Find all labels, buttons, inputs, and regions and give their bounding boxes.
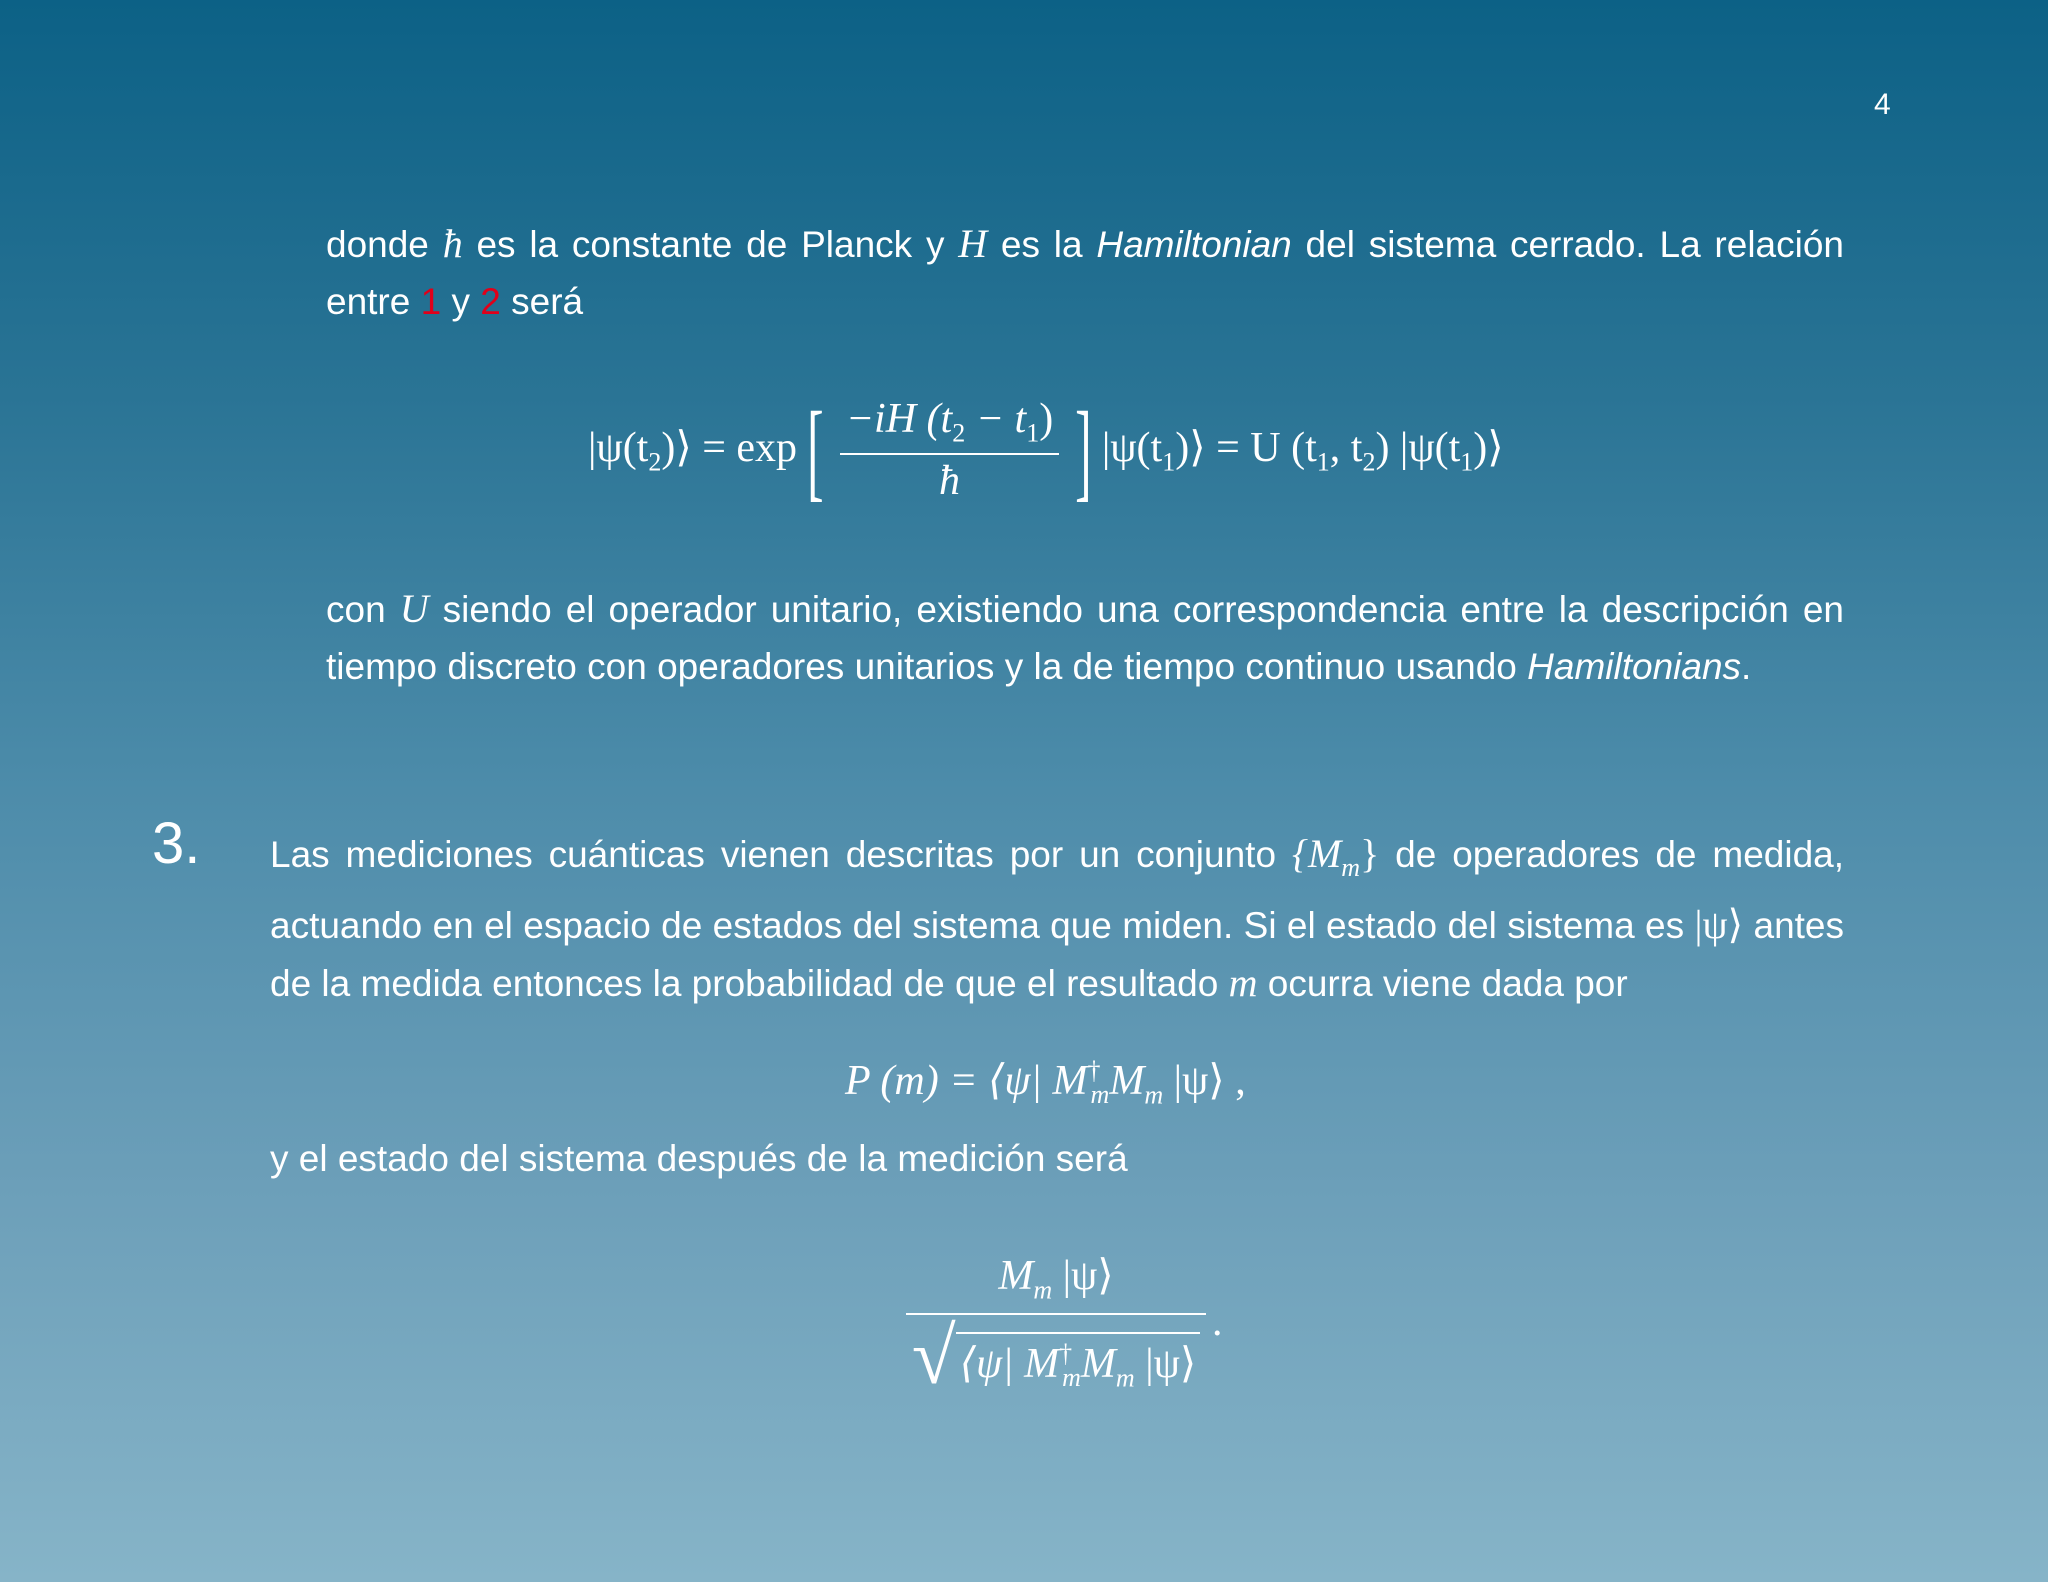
eq-sub: 2 (952, 418, 966, 448)
text: siendo el operador unitario, existiendo una correspondencia entre la descripción en tiempo discreto con operadores unitarios y la de tiempo continuo usando (326, 589, 1844, 687)
eq-part: − t (965, 396, 1027, 443)
dagger: † (1087, 1056, 1101, 1085)
sqrt-icon: √ (911, 1313, 956, 1402)
eq-part: |ψ(t (1101, 425, 1163, 472)
eq-part: ħ (938, 457, 960, 504)
text: y (441, 281, 481, 322)
eq-part: {M (1291, 831, 1342, 876)
eq1-lhs (588, 422, 797, 477)
eq-sub: m (1033, 1275, 1053, 1305)
text: de operadores de medida, actuando en el espacio de estados del sistema que miden. Si el estado del sistema es (270, 834, 1845, 946)
eq-sub: 1 (1026, 418, 1040, 448)
paragraph-quantum-measurement (270, 825, 1844, 1012)
list-item-number: 3. (152, 811, 201, 876)
eq-part: |ψ⟩ (1052, 1253, 1114, 1299)
eq-sub: m (1090, 1080, 1110, 1110)
text: con (326, 589, 400, 630)
eq-part: )⟩ = exp (661, 425, 798, 472)
eq-part: P (m) = ⟨ψ| M (845, 1058, 1088, 1104)
text: es la (987, 224, 1097, 265)
eq-sub: 2 (648, 447, 662, 477)
eq-part: )⟩ = U (t (1175, 425, 1317, 472)
hamiltonian-symbol: H (958, 221, 988, 266)
eq-sub: 2 (1362, 447, 1376, 477)
left-bracket: [ (807, 389, 824, 511)
text: antes de la medida entonces la probabilidad de que el resultado (270, 905, 1845, 1004)
eq-part: )⟩ (1473, 425, 1504, 472)
eq-part: |ψ(t (588, 425, 649, 472)
eq-part: M (1109, 1058, 1145, 1104)
eq-sub: m (1144, 1080, 1164, 1110)
eq-sub: 1 (1162, 447, 1176, 477)
dagger: † (1059, 1339, 1073, 1368)
eq-sub: m (1062, 1363, 1081, 1393)
sqrt-body (956, 1332, 1201, 1393)
paragraph-hamiltonian-intro (326, 215, 1844, 330)
paragraph-unitary-operator (326, 580, 1844, 695)
eq1-fraction (840, 395, 1060, 504)
eq3-fraction (906, 1250, 1206, 1402)
text: del sistema cerrado. La relación entre (326, 224, 1845, 322)
text: será (500, 281, 584, 322)
equation-post-measurement-state (900, 1250, 1223, 1402)
eq-part: ) |ψ(t (1375, 425, 1461, 472)
unitary-symbol: U (399, 586, 429, 631)
eq-sub: 1 (1460, 447, 1474, 477)
eq-part: |ψ⟩ , (1163, 1058, 1246, 1104)
right-bracket: ] (1075, 389, 1092, 511)
reference-link-2[interactable]: 2 (480, 281, 501, 322)
eq-part: , t (1329, 425, 1363, 472)
eq-sub: m (1341, 853, 1361, 882)
text: es la constante de Planck y (462, 224, 959, 265)
paragraph-post-measurement: y el estado del sistema después de la medición será (270, 1138, 1128, 1179)
eq-part: −iH (t (845, 396, 953, 443)
hbar-symbol: ħ (442, 221, 463, 266)
eq-part: } (1360, 831, 1380, 876)
eq-part: |ψ⟩ (1134, 1341, 1197, 1387)
eq3-denominator (911, 1313, 1201, 1402)
reference-link-1[interactable]: 1 (420, 281, 442, 322)
eq1-denominator (939, 455, 960, 505)
eq-part: M (998, 1253, 1034, 1299)
eq-sub: m (1115, 1363, 1135, 1393)
eq1-rhs (1102, 422, 1504, 477)
text: donde (326, 224, 443, 265)
eq1-numerator (840, 395, 1060, 454)
eq3-period: . (1212, 1298, 1223, 1345)
eq-part: ⟨ψ| M (959, 1341, 1060, 1387)
equation-time-evolution (588, 389, 1504, 511)
page-number: 4 (1874, 88, 1891, 121)
hamiltonian-term: Hamiltonian (1096, 224, 1292, 265)
eq-part: ) (1039, 396, 1054, 443)
measurement-set (1291, 831, 1380, 882)
ket-psi: |ψ⟩ (1694, 902, 1744, 947)
hamiltonians-term: Hamiltonians (1527, 646, 1742, 687)
text: ocurra viene dada por (1257, 963, 1628, 1004)
eq-sub: 1 (1316, 447, 1330, 477)
outcome-symbol: m (1228, 960, 1258, 1005)
equation-probability (845, 1055, 1246, 1110)
text: . (1741, 646, 1752, 687)
eq-part: M (1080, 1341, 1116, 1387)
eq3-numerator (906, 1250, 1206, 1315)
text: Las mediciones cuánticas vienen descritas por un conjunto (270, 834, 1292, 875)
